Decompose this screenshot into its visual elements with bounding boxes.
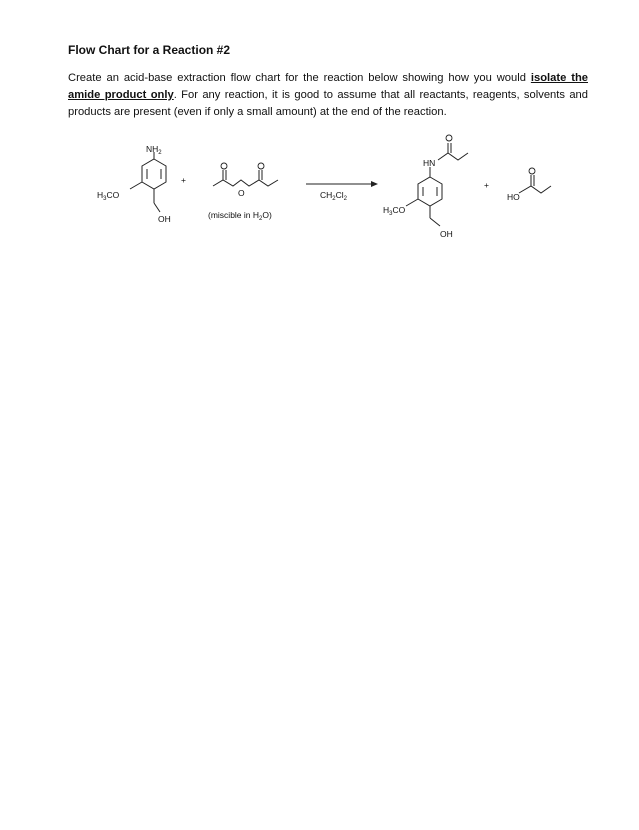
product-amide (383, 135, 468, 239)
carbonyl-oxygen (529, 168, 535, 174)
reaction-arrow (306, 181, 378, 202)
carbonyl-oxygen (446, 135, 452, 141)
solvent-label: $CH_2Cl_2$ (320, 190, 347, 202)
acid-hydroxyl-label: HO (507, 192, 520, 202)
reactant-anhydride (208, 163, 278, 222)
hydroxyl-label: OH (158, 214, 171, 224)
arrow-head (371, 181, 378, 187)
byproduct-acid (507, 168, 551, 202)
benzene-ring (142, 159, 166, 189)
methoxy-bond (406, 199, 418, 206)
miscibility-note: (miscible in $H_2O$) (208, 210, 272, 222)
plus-sign: + (181, 175, 186, 185)
amide-nh-label: HN (423, 158, 436, 168)
methoxy-label: $H_3CO$ (97, 190, 120, 202)
carbonyl-oxygen (221, 163, 227, 169)
instructions-part-2: . For any reaction, it is good to assume that all reactants, reagents, solvents and products are present (even if only a small amount) at the end of the reaction. (68, 89, 589, 118)
anhydride-oxygen-label: O (238, 188, 245, 198)
methoxy-label: $H_3CO$ (383, 205, 406, 217)
anhydride-chain (213, 180, 278, 186)
benzene-ring (418, 177, 442, 206)
hydroxyl-bond (154, 203, 160, 212)
acid-chain (519, 186, 551, 193)
nh2-label: $NH_2$ (146, 144, 162, 156)
methoxy-bond (130, 182, 142, 189)
hydroxyl-label: OH (440, 229, 453, 239)
reactant-aminophenol (97, 144, 171, 224)
plus-sign: + (484, 180, 489, 190)
instructions-part-1: Create an acid-base extraction flow chart for the reaction below showing how you would (68, 72, 531, 84)
carbonyl-oxygen (258, 163, 264, 169)
page-title: Flow Chart for a Reaction #2 (68, 43, 231, 57)
propanoyl-chain (438, 153, 468, 160)
instructions-emphasis: isolate the amide product only (68, 72, 588, 101)
hydroxyl-bond (430, 218, 440, 226)
